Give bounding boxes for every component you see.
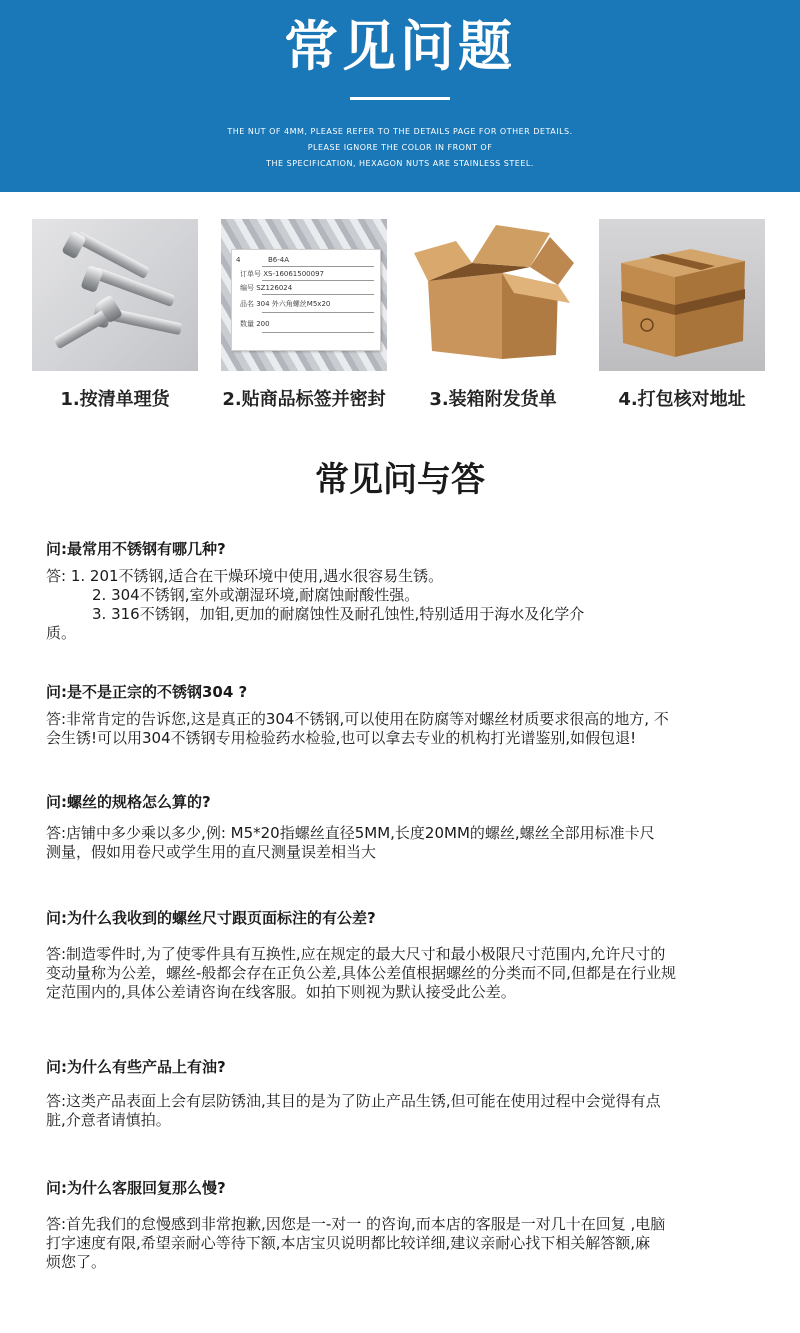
banner-subtitle-line: THE SPECIFICATION, HEXAGON NUTS ARE STAINLESS STEEL. [266,159,534,168]
step-sort [32,219,198,410]
faq-answer [46,824,758,862]
screw-shank [53,309,111,349]
faq-question: 问:为什么有些产品上有油? [46,1058,226,1076]
faq-answer-line: 答:店铺中多少乘以多少,例: M5*20指螺丝直径5MM,长度20MM的螺丝,螺丝全部用标准卡尺 [46,824,655,842]
banner-subtitle [0,124,800,172]
faq-answer-line: 质。 [46,624,77,642]
label-text: 4 [236,256,241,264]
faq-question: 问:为什么客服回复那么慢? [46,1179,226,1197]
faq-answer [46,1215,758,1272]
screws-photo [32,219,198,371]
labeled-bag-photo [221,219,387,371]
faq-question: 问:最常用不锈钢有哪几种? [46,540,226,558]
step-label: 2.贴商品标签并密封 [222,389,386,410]
label-text: 数量 200 [240,320,270,328]
faq-answer-line: 答:非常肯定的告诉您,这是真正的304不锈钢,可以使用在防腐等对螺丝材质要求很高的地方, 不 [46,710,669,728]
faq-answer-line: 测量，假如用卷尺或学生用的直尺测量误差相当大 [46,843,377,861]
sealed-box-illustration [599,219,765,371]
open-box-photo [410,219,576,371]
step-boxing [410,219,576,410]
label-divider [262,312,374,313]
product-label-card [231,249,381,351]
faq-answer-line: 答:首先我们的怠慢感到非常抱歉,因您是一-对一 的咨询,而本店的客服是一对几十在回复 ,电脑 [46,1215,666,1233]
faq-answer-line: 答: 1. 201不锈钢,适合在干燥环境中使用,遇水很容易生锈。 [46,567,444,585]
label-text: 编号 SZ126024 [240,284,293,292]
label-text: 品名 304 外六角螺丝M5x20 [240,300,331,308]
faq-answer-line: 定范围内的,具体公差请咨询在线客服。如拍下则视为默认接受此公差。 [46,983,516,1001]
step-label: 3.装箱附发货单 [429,389,557,410]
label-divider [262,332,374,333]
banner-subtitle-line: THE NUT OF 4MM, PLEASE REFER TO THE DETAILS PAGE FOR OTHER DETAILS. [227,127,573,136]
faq-answer-line: 答:制造零件时,为了使零件具有互换性,应在规定的最大尺寸和最小极限尺寸范围内,允许尺寸的 [46,945,666,963]
faq-answer-line: 答:这类产品表面上会有层防锈油,其目的是为了防止产品生锈,但可能在使用过程中会觉得有点 [46,1092,661,1110]
label-divider [262,294,374,295]
faq-question: 问:是不是正宗的不锈钢304 ? [46,683,248,701]
faq-answer [46,945,758,1002]
step-label: 4.打包核对地址 [618,389,746,410]
screw-head [80,265,103,293]
faq-answer-line: 打字速度有限,希望亲耐心等待下额,本店宝贝说明都比较详细,建议亲耐心找下相关解答额,麻 [46,1234,651,1252]
step-label-seal [221,219,387,410]
faq-question: 问:螺丝的规格怎么算的? [46,793,211,811]
step-pack [599,219,765,410]
faq-answer [46,567,758,643]
header-banner [0,0,800,192]
box-front-face [428,273,502,359]
qa-heading: 常见问与答 [315,460,485,500]
label-divider [262,266,374,267]
banner-title: 常见问题 [284,15,516,78]
label-text: B6-4A [268,256,290,264]
step-label: 1.按清单理货 [60,389,170,410]
sealed-box-photo [599,219,765,371]
faq-answer-line: 烦您了。 [46,1253,107,1271]
banner-subtitle-line: PLEASE IGNORE THE COLOR IN FRONT OF [307,143,493,152]
faq-answer-line: 脏,介意者请慎拍。 [46,1111,171,1129]
faq-answer [46,1092,758,1130]
faq-answer-line: 变动量称为公差，螺丝-般都会存在正负公差,具体公差值根据螺丝的分类而不同,但都是在行业规 [46,964,676,982]
faq-question: 问:为什么我收到的螺丝尺寸跟页面标注的有公差? [46,909,376,927]
faq-answer-line: 2. 304不锈钢,室外或潮湿环境,耐腐蚀耐酸性强。 [92,586,420,604]
faq-answer-line: 会生锈!可以用304不锈钢专用检验药水检验,也可以拿去专业的机构打光谱鉴别,如假包退! [46,729,637,747]
faq-answer [46,710,758,748]
faq-answer-line: 3. 316不锈钢，加钼,更加的耐腐蚀性及耐孔蚀性,特别适用于海水及化学介 [92,605,585,623]
label-divider [262,280,374,281]
label-text: 订单号 XS-16061500097 [240,270,324,278]
banner-divider [350,97,450,100]
open-box-illustration [410,219,576,371]
